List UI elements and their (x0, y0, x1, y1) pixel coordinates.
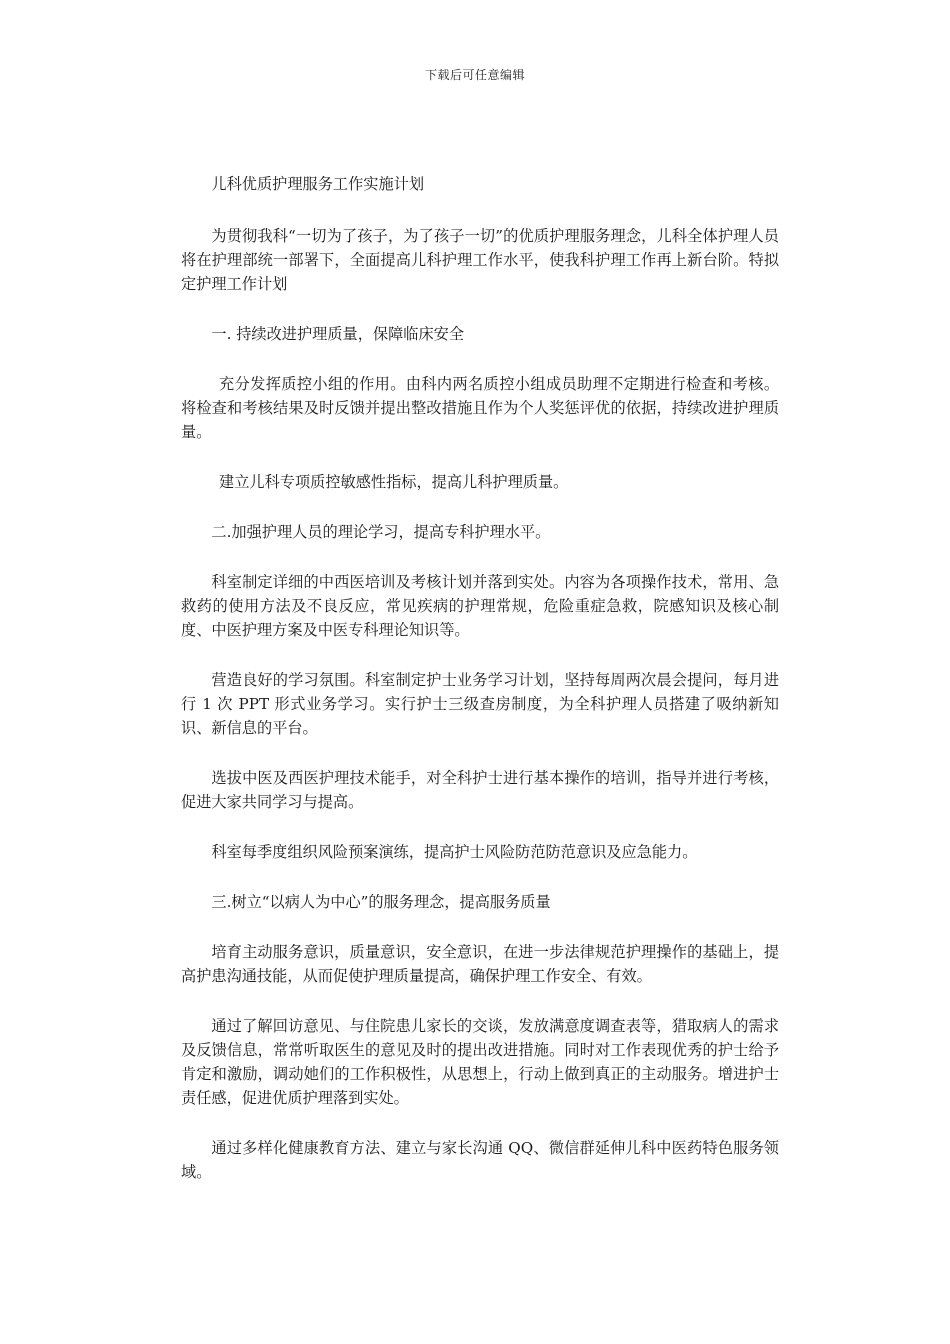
paragraph: 通过多样化健康教育方法、建立与家长沟通 QQ、微信群延伸儿科中医药特色服务领域。 (181, 1139, 779, 1181)
section-heading-3: 三.树立“以病人为中心”的服务理念，提高服务质量 (211, 893, 551, 911)
paragraph: 科室每季度组织风险预案演练，提高护士风险防范防范意识及应急能力。 (211, 843, 698, 861)
paragraph: 选拔中医及西医护理技术能手，对全科护士进行基本操作的培训，指导并进行考核，促进大家共同学习与提高。 (181, 769, 779, 811)
paragraph: 培育主动服务意识，质量意识，安全意识，在进一步法律规范护理操作的基础上，提高护患沟通技能，从而促使护理质量提高，确保护理工作安全、有效。 (181, 943, 779, 985)
section-heading-2: 二.加强护理人员的理论学习，提高专科护理水平。 (211, 523, 551, 541)
document-body (181, 172, 779, 1210)
paragraph: 营造良好的学习氛围。科室制定护士业务学习计划，坚持每周两次晨会提问，每月进行 1 次 PPT 形式业务学习。实行护士三级查房制度，为全科护理人员搭建了吸纳新知识、新信息的平台。 (181, 671, 779, 737)
paragraph-intro: 为贯彻我科“一切为了孩子，为了孩子一切”的优质护理服务理念，儿科全体护理人员将在护理部统一部署下，全面提高儿科护理工作水平，使我科护理工作再上新台阶。特拟定护理工作计划 (181, 227, 779, 293)
paragraph: 科室制定详细的中西医培训及考核计划并落到实处。内容为各项操作技术，常用、急救药的使用方法及不良反应，常见疾病的护理常规，危险重症急救，院感知识及核心制度、中医护理方案及中医专科理论知识等。 (181, 573, 779, 639)
paragraph: 通过了解回访意见、与住院患儿家长的交谈，发放满意度调查表等，猎取病人的需求及反馈信息，常常听取医生的意见及时的提出改进措施。同时对工作表现优秀的护士给予肯定和激励，调动她们的工作积极性，从思想上，行动上做到真正的主动服务。增进护士责任感，促进优质护理落到实处。 (181, 1017, 779, 1107)
paragraph: 建立儿科专项质控敏感性指标，提高儿科护理质量。 (219, 473, 569, 491)
paragraph: 充分发挥质控小组的作用。由科内两名质控小组成员助理不定期进行检查和考核。将检查和考核结果及时反馈并提出整改措施且作为个人奖惩评优的依据，持续改进护理质量。 (181, 375, 779, 441)
document-title: 儿科优质护理服务工作实施计划 (211, 175, 425, 193)
section-heading-1: 一. 持续改进护理质量，保障临床安全 (211, 325, 465, 343)
header-note: 下载后可任意编辑 (424, 68, 525, 82)
